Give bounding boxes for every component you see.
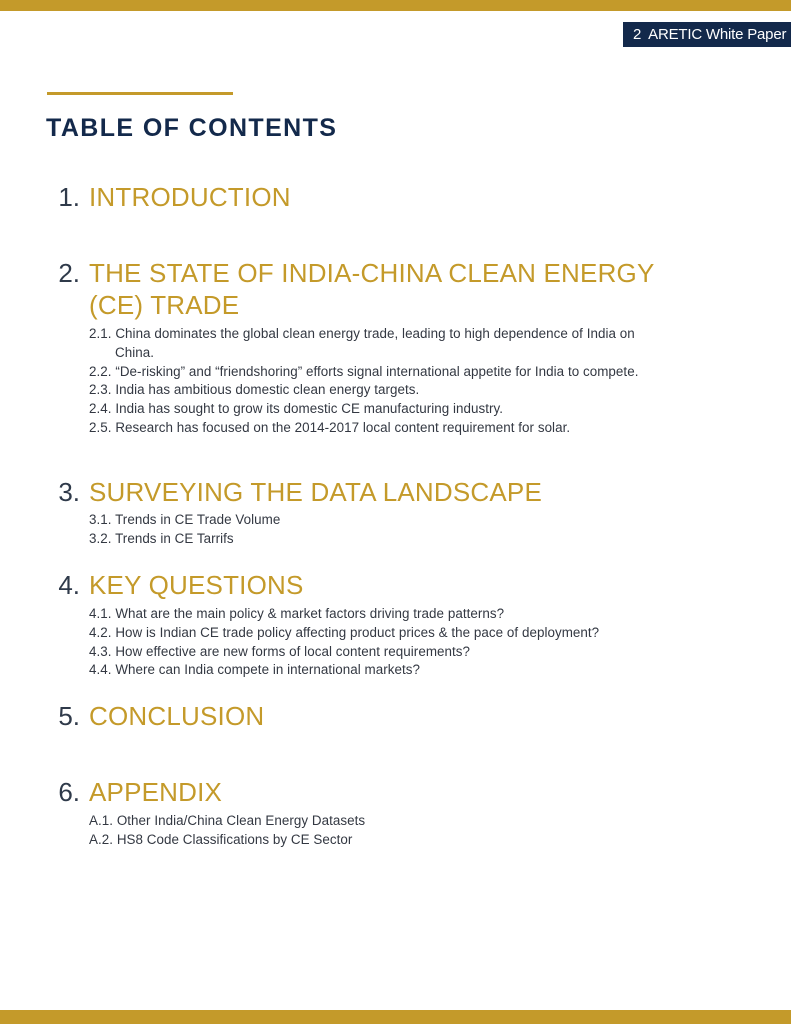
bottom-gold-bar bbox=[0, 1010, 791, 1024]
section-number: 2. bbox=[58, 258, 80, 288]
section-title[interactable]: APPENDIX bbox=[89, 777, 223, 807]
section-number: 1. bbox=[58, 182, 80, 212]
subsection-number: 2.5. bbox=[89, 419, 112, 435]
subsection-list-3 bbox=[89, 511, 669, 549]
section-number: 5. bbox=[58, 701, 80, 731]
top-gold-bar bbox=[0, 0, 791, 11]
subsection-list-4 bbox=[89, 605, 669, 680]
subsection-text: Trends in CE Trade Volume bbox=[115, 512, 281, 527]
toc-subsection[interactable] bbox=[89, 643, 669, 662]
toc-subsection[interactable] bbox=[89, 605, 669, 624]
subsection-text: Other India/China Clean Energy Datasets bbox=[116, 813, 366, 828]
toc-subsection[interactable] bbox=[89, 661, 669, 680]
publication-name: ARETIC White Paper bbox=[648, 26, 787, 43]
subsection-text: HS8 Code Classifications by CE Sector bbox=[116, 831, 353, 847]
title-divider bbox=[47, 92, 233, 95]
subsection-text: How effective are new forms of local content requirements? bbox=[115, 643, 471, 659]
section-title[interactable]: KEY QUESTIONS bbox=[89, 570, 304, 600]
subsection-number: 4.4. bbox=[89, 662, 112, 678]
section-title[interactable]: SURVEYING THE DATA LANDSCAPE bbox=[89, 477, 543, 507]
section-number: 6. bbox=[58, 777, 80, 807]
subsection-text: What are the main policy & market factors driving trade patterns? bbox=[115, 606, 505, 621]
subsection-text: Research has focused on the 2014-2017 local content requirement for solar. bbox=[115, 419, 571, 435]
subsection-number: 2.1. bbox=[89, 326, 112, 341]
toc-subsection[interactable] bbox=[89, 530, 669, 549]
toc-subsection[interactable] bbox=[89, 419, 669, 438]
section-number: 3. bbox=[58, 477, 80, 507]
section-number: 4. bbox=[58, 570, 80, 600]
section-title-line: THE STATE OF INDIA-CHINA CLEAN ENERGY bbox=[89, 258, 655, 288]
toc-subsection[interactable] bbox=[89, 511, 669, 530]
page-number: 2 bbox=[633, 26, 642, 43]
subsection-number: 2.2. bbox=[89, 363, 112, 379]
toc-subsection[interactable] bbox=[89, 624, 669, 643]
subsection-number: 4.1. bbox=[89, 606, 112, 621]
subsection-number: 2.4. bbox=[89, 401, 112, 417]
subsection-number: A.1. bbox=[89, 813, 114, 828]
toc-subsection[interactable] bbox=[89, 400, 669, 419]
subsection-number: 2.3. bbox=[89, 382, 112, 398]
subsection-text: How is Indian CE trade policy affecting product prices & the pace of deployment? bbox=[115, 624, 600, 640]
section-title[interactable]: INTRODUCTION bbox=[89, 182, 291, 212]
subsection-list-6 bbox=[89, 812, 669, 850]
section-title-line: (CE) TRADE bbox=[89, 290, 240, 320]
subsection-number: 4.3. bbox=[89, 643, 112, 659]
subsection-text: India has ambitious domestic clean energy targets. bbox=[115, 382, 420, 398]
subsection-number: A.2. bbox=[89, 831, 114, 847]
section-title[interactable]: CONCLUSION bbox=[89, 701, 265, 731]
toc-subsection[interactable] bbox=[89, 831, 669, 850]
toc-subsection[interactable] bbox=[89, 381, 669, 400]
subsection-text: Trends in CE Tarrifs bbox=[115, 530, 234, 546]
section-title[interactable] bbox=[89, 257, 709, 321]
toc-subsection[interactable] bbox=[89, 812, 669, 831]
page-header-badge bbox=[623, 22, 791, 47]
toc-subsection[interactable] bbox=[89, 363, 669, 382]
page-title: TABLE OF CONTENTS bbox=[46, 114, 338, 142]
subsection-text: “De-risking” and “friendshoring” efforts signal international appetite for India to compete. bbox=[115, 363, 639, 379]
subsection-number: 4.2. bbox=[89, 624, 112, 640]
subsection-number: 3.1. bbox=[89, 512, 112, 527]
subsection-text: China dominates the global clean energy trade, leading to high dependence of India on China. bbox=[115, 326, 635, 360]
subsection-text: Where can India compete in international markets? bbox=[115, 662, 420, 678]
toc-subsection[interactable] bbox=[89, 325, 669, 363]
subsection-text: India has sought to grow its domestic CE manufacturing industry. bbox=[115, 401, 504, 417]
subsection-list-2 bbox=[89, 325, 669, 438]
subsection-number: 3.2. bbox=[89, 530, 112, 546]
